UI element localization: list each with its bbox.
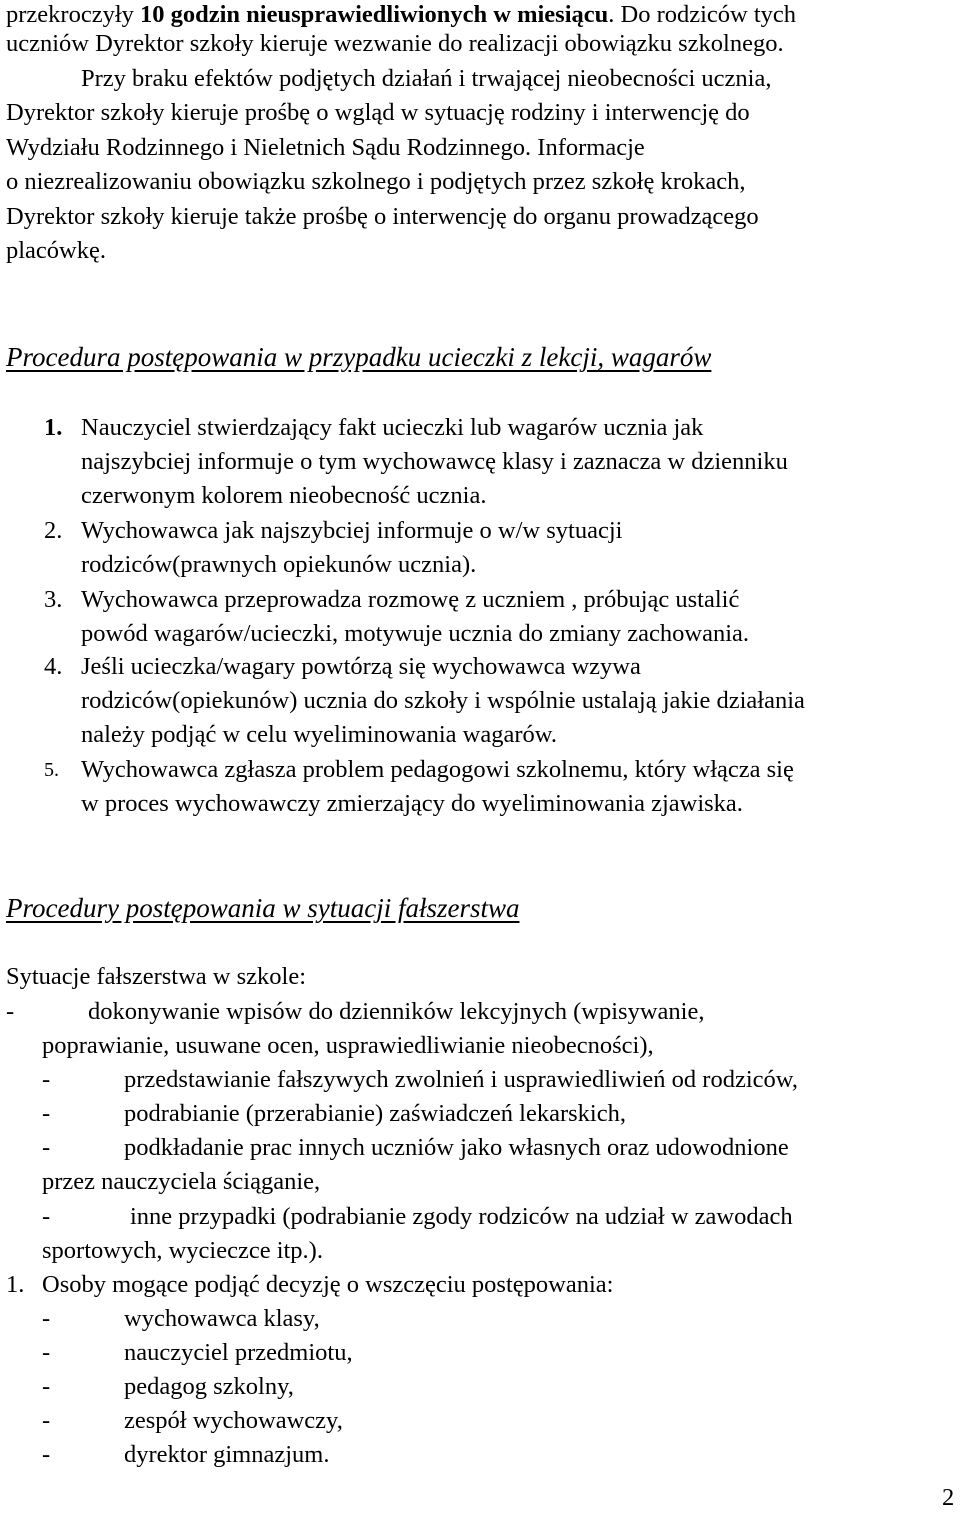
situation-line: podkładanie prac innych uczniów jako własnych oraz udowodnione [124,1134,789,1161]
list-item-line: rodziców(opiekunów) ucznia do szkoły i wspólnie ustalają jakie działania [81,687,805,714]
list-item-line: Wychowawca jak najszybciej informuje o w/w sytuacji [81,517,623,544]
intro-line-2: uczniów Dyrektor szkoły kieruje wezwanie do realizacji obowiązku szkolnego. [6,30,784,57]
list-number: 1. [44,414,63,441]
intro-line-3: Przy braku efektów podjętych działań i trwającej nieobecności ucznia, [81,65,772,92]
list-dash: - [42,1407,51,1434]
person-line: dyrektor gimnazjum. [124,1441,330,1468]
list-item-line: powód wagarów/ucieczki, motywuje ucznia do zmiany zachowania. [81,620,750,647]
list-item-line: rodziców(prawnych opiekunów ucznia). [81,551,477,578]
page-number: 2 [942,1484,955,1511]
list-dash: - [42,1100,51,1127]
situation-line: poprawianie, usuwane ocen, usprawiedliwianie nieobecności), [42,1032,654,1059]
intro-line-7: Dyrektor szkoły kieruje także prośbę o interwencję do organu prowadzącego [6,203,759,230]
list-item-line: Wychowawca przeprowadza rozmowę z uczniem , próbując ustalić [81,586,740,613]
person-line: wychowawca klasy, [124,1305,320,1332]
forgery-intro: Sytuacje fałszerstwa w szkole: [6,963,307,990]
list-dash: - [42,1339,51,1366]
list-item-line: Nauczyciel stwierdzający fakt ucieczki lub wagarów ucznia jak [81,414,704,441]
intro-text: przekroczyły [6,1,140,28]
situation-line: sportowych, wycieczce itp.). [42,1237,323,1264]
list-item-line: należy podjąć w celu wyeliminowania wagarów. [81,721,557,748]
list-item-line: w proces wychowawczy zmierzający do wyeliminowania zjawiska. [81,790,743,817]
person-line: pedagog szkolny, [124,1373,294,1400]
list-number: 4. [44,653,63,680]
person-line: zespół wychowawczy, [124,1407,343,1434]
list-dash: - [42,1305,51,1332]
list-dash: - [42,1134,51,1161]
list-item-line: czerwonym kolorem nieobecność ucznia. [81,482,487,509]
list-item-line: Jeśli ucieczka/wagary powtórzą się wychowawca wzywa [81,653,641,680]
intro-text: . Do rodziców tych [608,1,797,28]
list-dash: - [42,1066,51,1093]
emphasis-text: 10 godzin nieusprawiedliwionych w miesiącu [140,1,609,28]
situation-line: dokonywanie wpisów do dzienników lekcyjnych (wpisywanie, [88,998,705,1025]
section-heading-forgery: Procedury postępowania w sytuacji fałszerstwa [6,893,520,923]
intro-line-1 [6,0,796,30]
list-number: 2. [44,517,63,544]
situation-line: inne przypadki (podrabianie zgody rodziców na udział w zawodach [130,1203,793,1230]
situation-line: przez nauczyciela ściąganie, [42,1168,321,1195]
intro-line-8: placówkę. [6,237,106,264]
list-dash: - [42,1373,51,1400]
point-text: Osoby mogące podjąć decyzję o wszczęciu postępowania: [42,1271,614,1298]
list-dash: - [42,1441,51,1468]
situation-line: przedstawianie fałszywych zwolnień i usprawiedliwień od rodziców, [124,1066,798,1093]
intro-line-4: Dyrektor szkoły kieruje prośbę o wgląd w sytuację rodziny i interwencję do [6,99,750,126]
intro-line-5: Wydziału Rodzinnego i Nieletnich Sądu Rodzinnego. Informacje [6,134,645,161]
list-number: 1. [6,1271,25,1298]
intro-line-6: o niezrealizowaniu obowiązku szkolnego i podjętych przez szkołę krokach, [6,168,746,195]
person-line: nauczyciel przedmiotu, [124,1339,353,1366]
list-item-line: najszybciej informuje o tym wychowawcę klasy i zaznacza w dzienniku [81,448,788,475]
list-dash: - [42,1203,51,1230]
list-item-line: Wychowawca zgłasza problem pedagogowi szkolnemu, który włącza się [81,756,794,783]
list-number: 3. [44,586,63,613]
list-number: 5. [44,759,59,781]
situation-line: podrabianie (przerabianie) zaświadczeń lekarskich, [124,1100,626,1127]
list-dash: - [6,998,15,1025]
section-heading-truancy: Procedura postępowania w przypadku ucieczki z lekcji, wagarów [6,342,712,372]
